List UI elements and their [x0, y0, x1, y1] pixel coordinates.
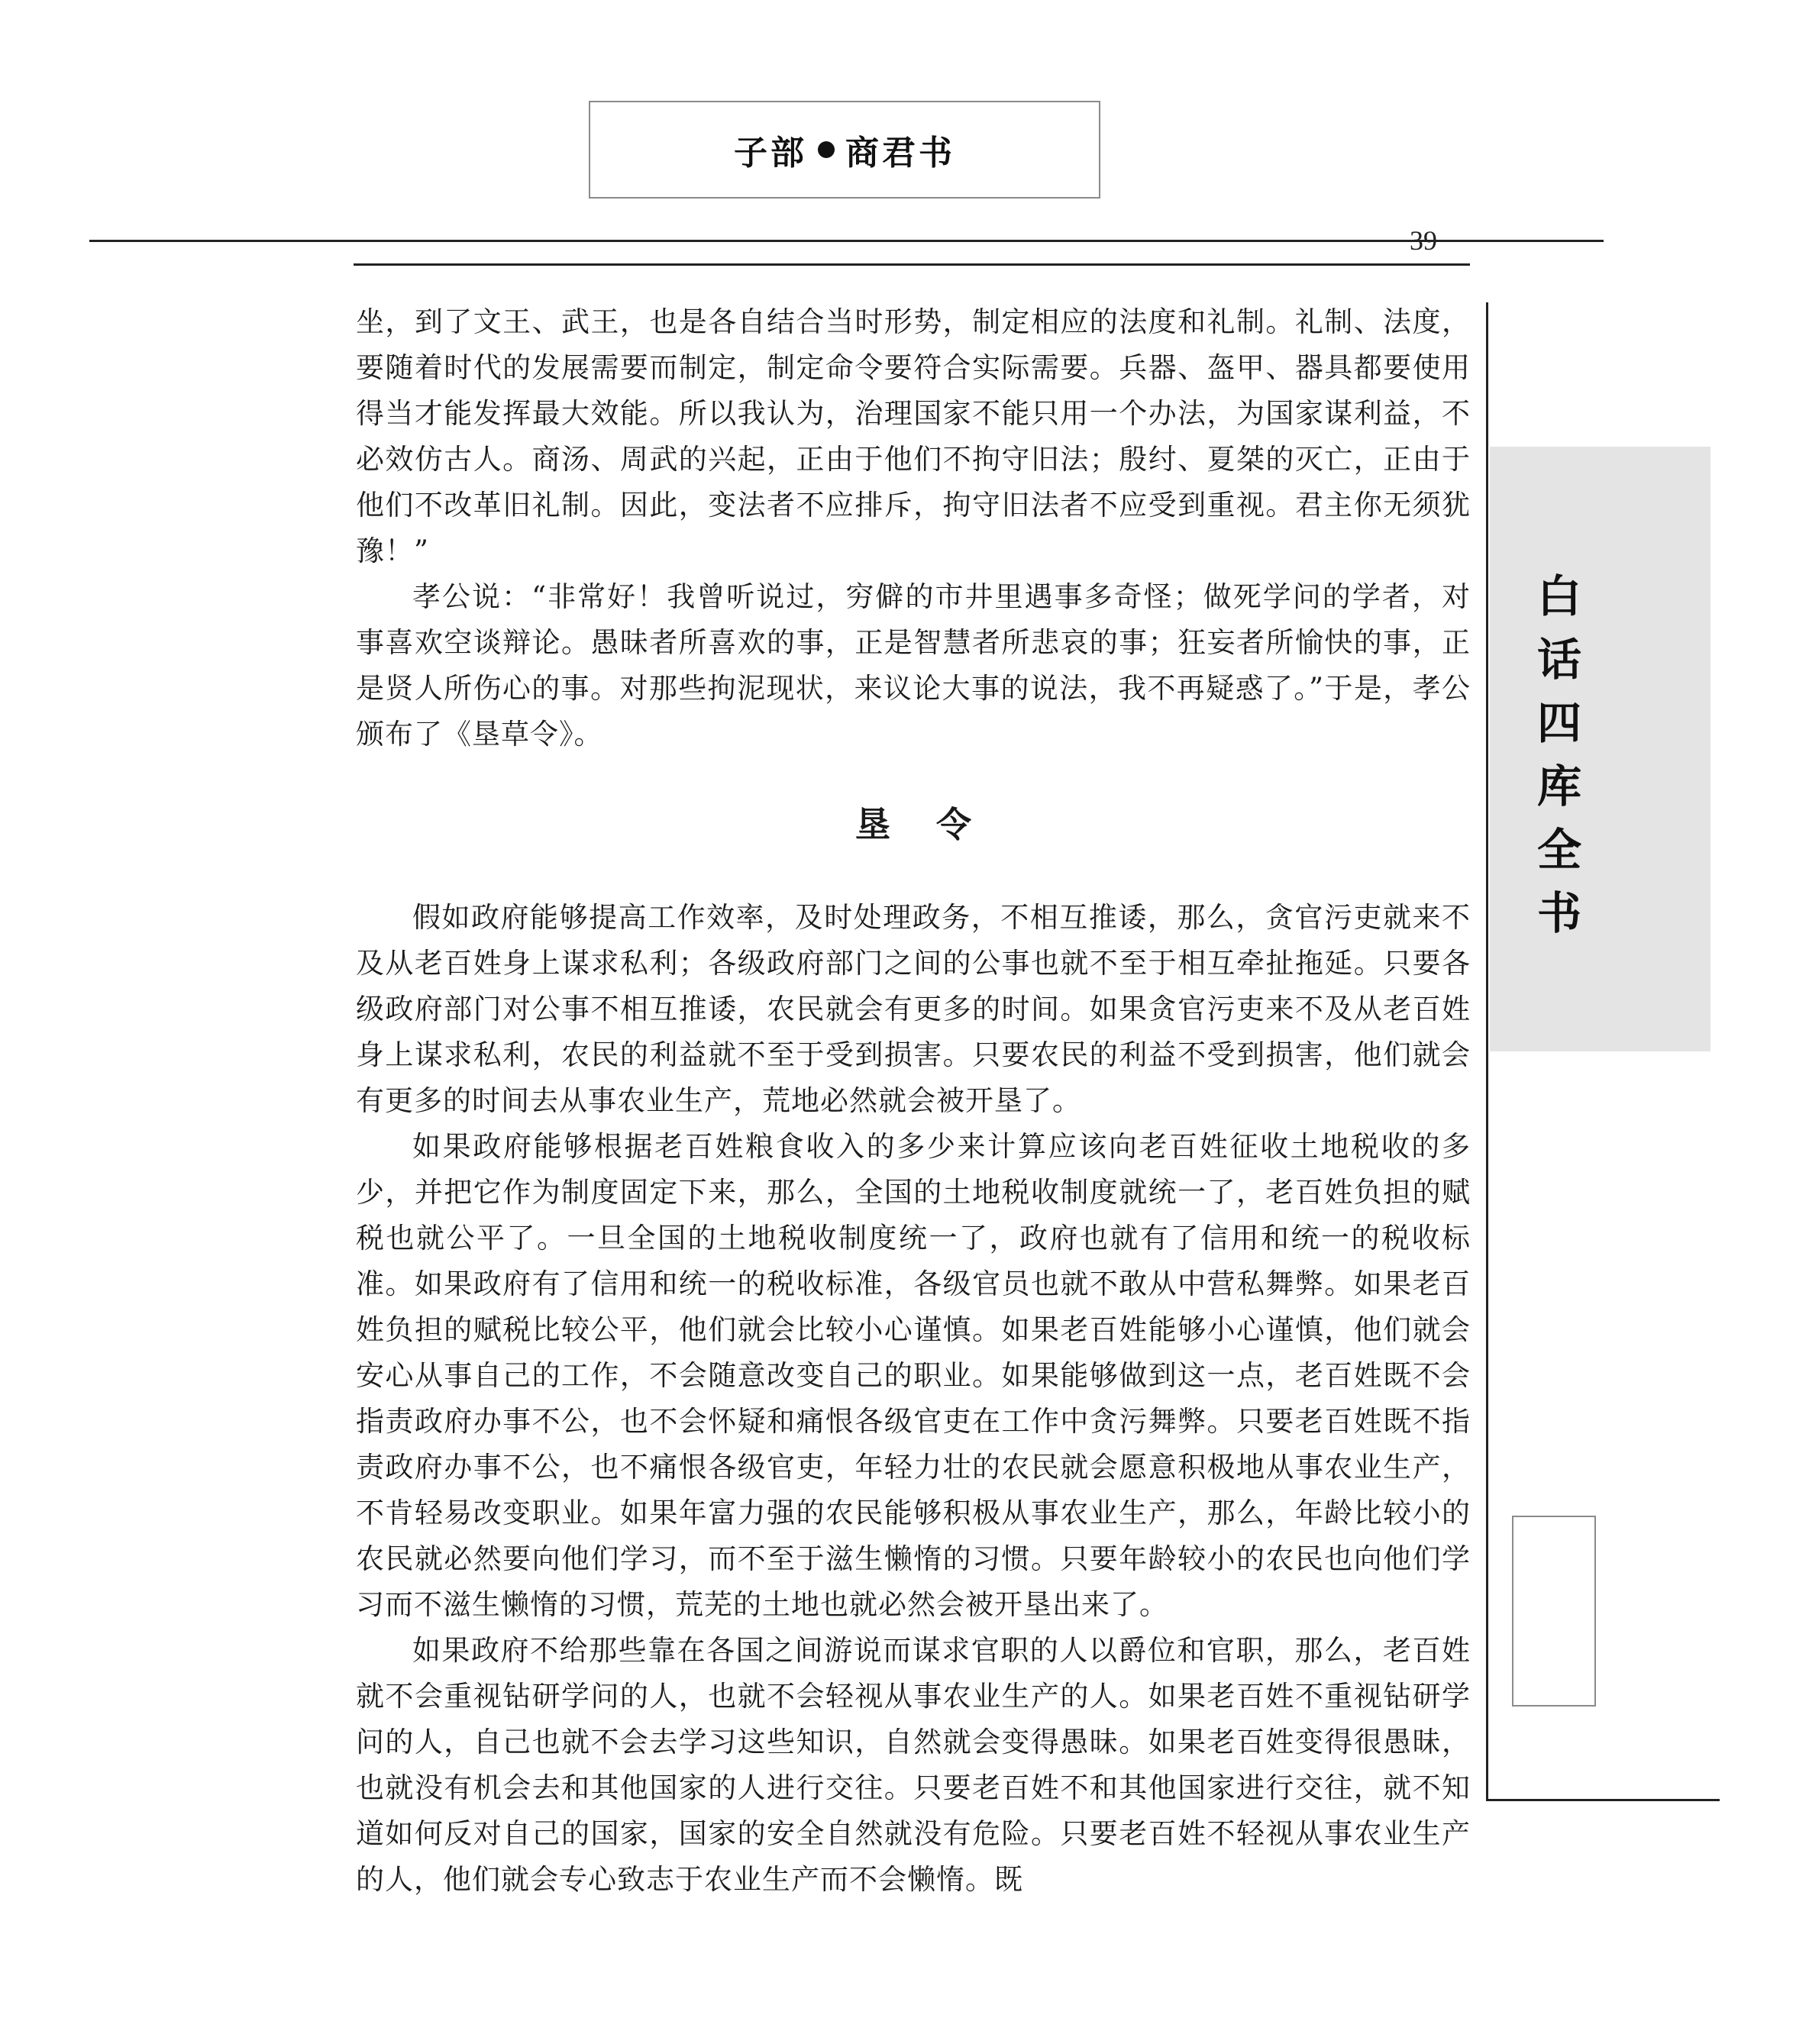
series-title-char: 书 [1536, 887, 1581, 939]
series-title-char: 四 [1536, 697, 1581, 749]
page-number: 39 [1410, 225, 1437, 256]
header-section: 子部 [734, 134, 807, 173]
paragraph: 如果政府不给那些靠在各国之间游说而谋求官职的人以爵位和官职，那么，老百姓就不会重视钻研学问的人，也就不会轻视从事农业生产的人。如果老百姓不重视钻研学问的人，自己也就不会去学习这些知识，自然就会变得愚昧。如果老百姓变得很愚昧，也就没有机会去和其他国家的人进行交往。只要老百姓不和其他国家进行交往，就不知道如何反对自己的国家，国家的安全自然就没有危险。只要老百姓不轻视从事农业生产的人，他们就会专心致志于农业生产而不会懒惰。既 [356, 1634, 1471, 1896]
series-title-char: 全 [1536, 824, 1581, 876]
side-marker-box [1512, 1516, 1596, 1707]
header-rule [89, 240, 1604, 242]
section-heading: 垦令 [855, 804, 1017, 845]
column-divider-foot [1486, 1799, 1720, 1801]
paragraph: 假如政府能够提高工作效率，及时处理政务，不相互推诿，那么，贪官污吏就来不及从老百姓身上谋求私利；各级政府部门之间的公事也就不至于相互牵扯拖延。只要各级政府部门对公事不相互推诿，农民就会有更多的时间。如果贪官污吏来不及从老百姓身上谋求私利，农民的利益就不至于受到损害。只要农民的利益不受到损害，他们就会有更多的时间去从事农业生产，荒地必然就会被开垦了。 [356, 901, 1471, 1117]
paragraph: 坐，到了文王、武王，也是各自结合当时形势，制定相应的法度和礼制。礼制、法度，要随着时代的发展需要而制定，制定命令要符合实际需要。兵器、盔甲、器具都要使用得当才能发挥最大效能。所以我认为，治理国家不能只用一个办法，为国家谋利益，不必效仿古人。商汤、周武的兴起，正由于他们不拘守旧法；殷纣、夏桀的灭亡，正由于他们不改革旧礼制。因此，变法者不应排斥，拘守旧法者不应受到重视。君主你无须犹豫！” [356, 305, 1471, 567]
paragraph: 如果政府能够根据老百姓粮食收入的多少来计算应该向老百姓征收土地税收的多少，并把它作为制度固定下来，那么，全国的土地税收制度就统一了，老百姓负担的赋税也就公平了。一旦全国的土地税收制度统一了，政府也就有了信用和统一的税收标准。如果政府有了信用和统一的税收标准，各级官员也就不敢从中营私舞弊。如果老百姓负担的赋税比较公平，他们就会比较小心谨慎。如果老百姓能够小心谨慎，他们就会安心从事自己的工作，不会随意改变自己的职业。如果能够做到这一点，老百姓既不会指责政府办事不公，也不会怀疑和痛恨各级官吏在工作中贪污舞弊。只要老百姓既不指责政府办事不公，也不痛恨各级官吏，年轻力壮的农民就会愿意积极地从事农业生产，不肯轻易改变职业。如果年富力强的农民能够积极从事农业生产，那么，年龄比较小的农民就必然要向他们学习，而不至于滋生懒惰的习惯。只要年龄较小的农民也向他们学习而不滋生懒惰的习惯，荒芜的土地也就必然会被开垦出来了。 [356, 1130, 1471, 1621]
running-header [589, 101, 1100, 199]
paragraph: 孝公说：“非常好！我曾听说过，穷僻的市井里遇事多奇怪；做死学问的学者，对事喜欢空谈辩论。愚昧者所喜欢的事，正是智慧者所悲哀的事；狂妄者所愉快的事，正是贤人所伤心的事。对那些拘泥现状，来议论大事的说法，我不再疑惑了。”于是，孝公颁布了《垦草令》。 [356, 580, 1471, 751]
body-text [356, 299, 1471, 1903]
series-title-char: 话 [1536, 634, 1581, 686]
column-divider [1486, 302, 1488, 1800]
side-tab-panel [1490, 447, 1710, 1051]
bullet-dot-icon [818, 141, 835, 158]
series-title-vertical [1525, 565, 1594, 945]
series-title-char: 库 [1536, 760, 1581, 812]
text-top-rule [354, 263, 1470, 266]
series-title-char: 白 [1536, 570, 1581, 622]
header-book-title: 商君书 [845, 134, 955, 173]
